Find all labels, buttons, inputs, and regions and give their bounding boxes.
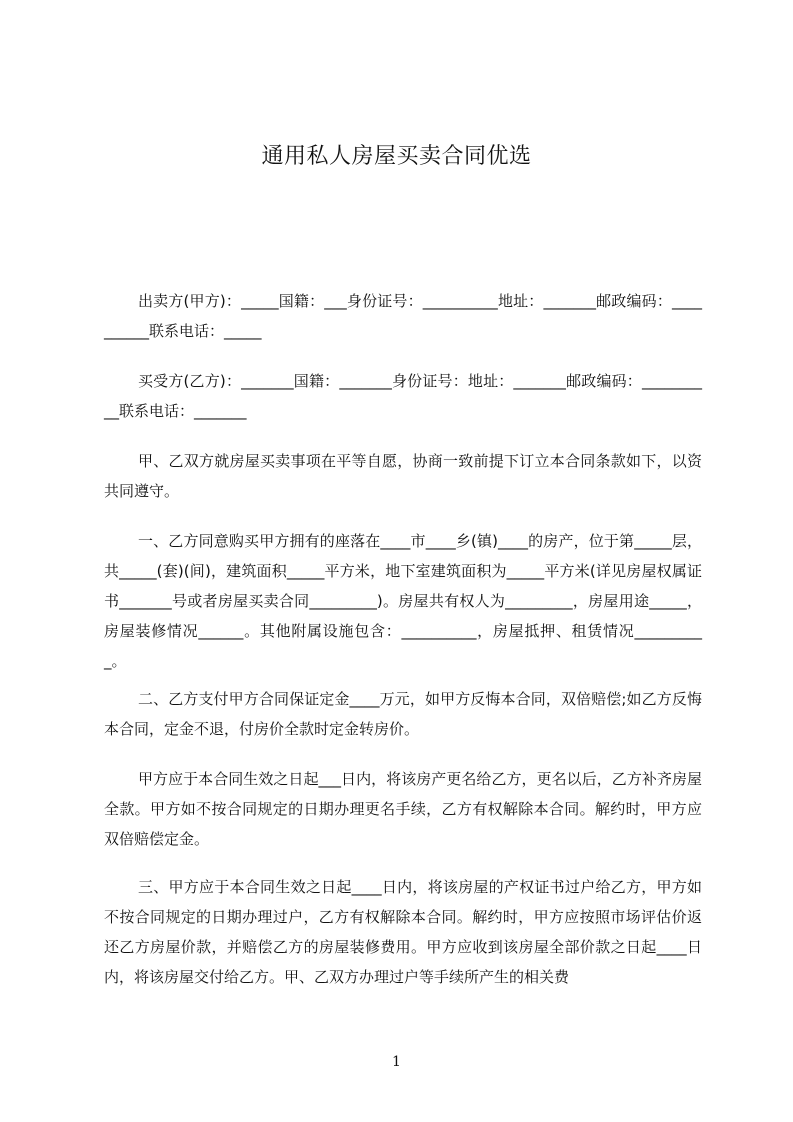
clause-one-paragraph: 一、乙方同意购买甲方拥有的座落在____市____乡(镇)____的房产，位于第_____层，共_____(套)(间)，建筑面积_____平方米，地下室建筑面积为_____平方米(详见房屋权属证书_______号或者房屋买卖合同_________)。房屋共有权人为_________，房屋用途_____，房屋装修情况______。其他附属设施包含：__________，房屋抵押、租赁情况__________。 bbox=[104, 532, 702, 670]
rename-clause-paragraph: 甲方应于本合同生效之日起___日内，将该房产更名给乙方，更名以后，乙方补齐房屋全款。甲方如不按合同规定的日期办理更名手续，乙方有权解除本合同。解约时，甲方应双倍赔偿定金。 bbox=[104, 770, 702, 848]
preamble-paragraph: 甲、乙双方就房屋买卖事项在平等自愿，协商一致前提下订立本合同条款如下，以资共同遵守。 bbox=[104, 452, 702, 500]
clause-three-paragraph: 三、甲方应于本合同生效之日起____日内，将该房屋的产权证书过户给乙方，甲方如不按合同规定的日期办理过户，乙方有权解除本合同。解约时，甲方应按照市场评估价返还乙方房屋价款，并赔偿乙方的房屋装修费用。甲方应收到该房屋全部价款之日起____日内，将该房屋交付给乙方。甲、乙双方办理过户等手续所产生的相关费 bbox=[104, 878, 702, 986]
document-title: 通用私人房屋买卖合同优选 bbox=[261, 144, 532, 169]
buyer-info-paragraph: 买受方(乙方)：_______国籍：_______身份证号：地址：_______邮政编码：__________联系电话：_______ bbox=[104, 372, 702, 420]
clause-two-paragraph: 二、乙方支付甲方合同保证定金____万元，如甲方反悔本合同，双倍赔偿;如乙方反悔本合同，定金不退，付房价全款时定金转房价。 bbox=[104, 690, 702, 738]
page-number: 1 bbox=[392, 1054, 401, 1070]
seller-info-paragraph: 出卖方(甲方)：_____国籍：___身份证号：__________地址：_______邮政编码：__________联系电话：_____ bbox=[104, 292, 702, 340]
